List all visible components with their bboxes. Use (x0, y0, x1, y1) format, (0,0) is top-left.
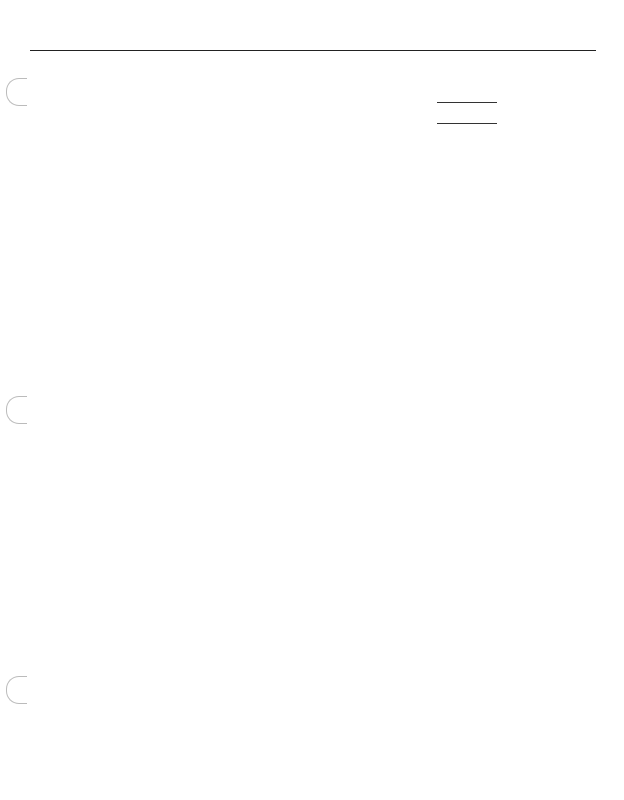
divider (437, 123, 497, 124)
running-header (30, 34, 596, 51)
punch-hole (6, 676, 27, 704)
punch-hole (6, 396, 27, 424)
right-column (326, 82, 608, 142)
punch-hole (6, 78, 27, 106)
left-column (30, 80, 310, 140)
divider (437, 102, 497, 103)
